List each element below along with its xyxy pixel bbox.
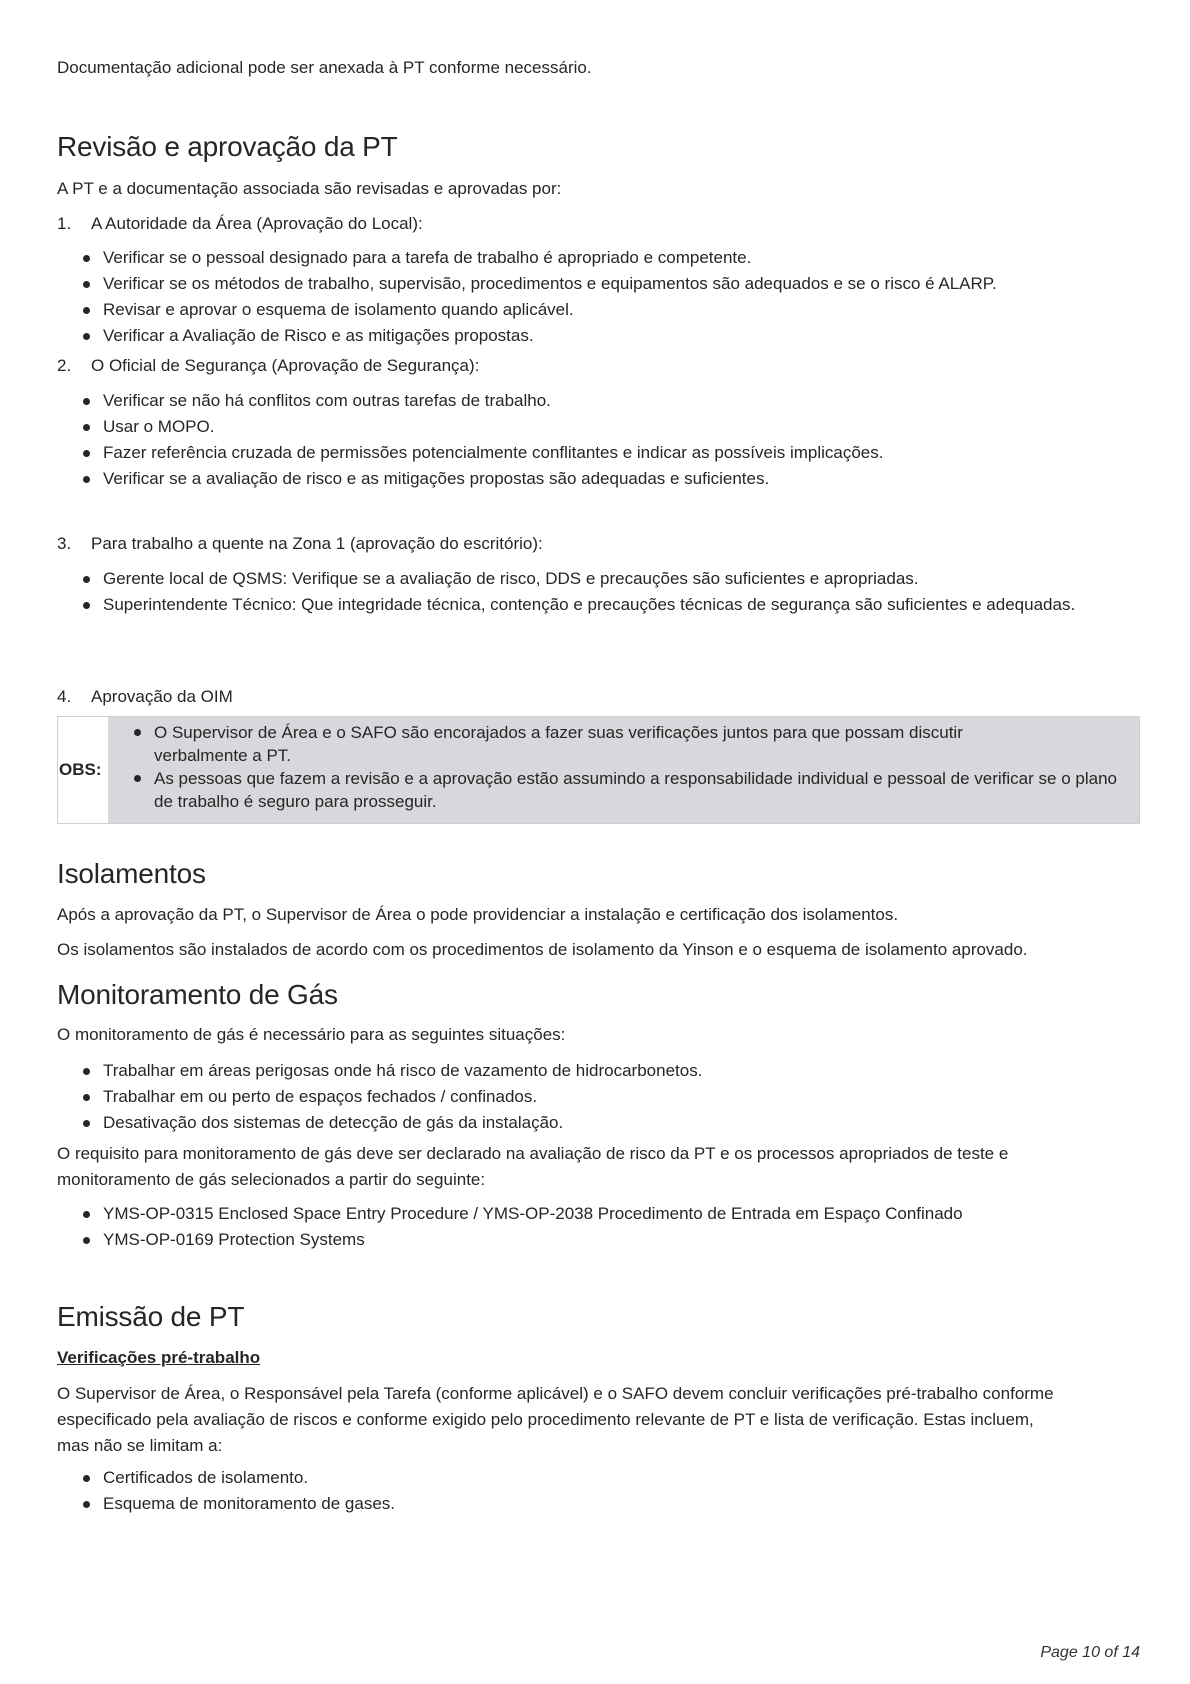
list-item: Verificar se o pessoal designado para a tarefa de trabalho é apropriado e competente. [83,245,1140,271]
list-item: Usar o MOPO. [83,414,1140,440]
isolation-paragraph-1: Após a aprovação da PT, o Supervisor de Área o pode providenciar a instalação e certificação dos isolamentos. [57,905,899,924]
review-item-2-bullets [57,388,1140,492]
isolation-heading: Isolamentos [57,858,206,889]
issue-heading: Emissão de PT [57,1301,245,1332]
review-item-4 [57,684,233,710]
obs-body [108,717,1139,823]
list-item: Verificar se não há conflitos com outras tarefas de trabalho. [83,388,1140,414]
list-item: Verificar se a avaliação de risco e as mitigações propostas são adequadas e suficientes. [83,466,1140,492]
obs-bullets [108,721,1129,813]
isolation-paragraph-2: Os isolamentos são instalados de acordo com os procedimentos de isolamento da Yinson e o esquema de isolamento aprovado. [57,940,1028,959]
intro-paragraph: Documentação adicional pode ser anexada à PT conforme necessário. [57,58,592,77]
list-item: Verificar se os métodos de trabalho, supervisão, procedimentos e equipamentos são adequados e se o risco é ALARP. [83,271,1140,297]
obs-note-box [57,716,1140,824]
item-number: 3. [57,534,72,553]
gas-paragraph-2: O requisito para monitoramento de gás deve ser declarado na avaliação de risco da PT e os processos apropriados de teste e monitoramento de gás selecionados a partir do seguinte: [57,1144,1009,1189]
list-item: Certificados de isolamento. [83,1465,1140,1491]
review-heading: Revisão e aprovação da PT [57,131,398,162]
list-item: As pessoas que fazem a revisão e a aprovação estão assumindo a responsabilidade individual e pessoal de verificar se o plano de trabalho é seguro para prosseguir. [134,767,1129,813]
review-item-3 [57,531,543,557]
list-item: Trabalhar em áreas perigosas onde há risco de vazamento de hidrocarbonetos. [83,1058,1140,1084]
review-item-1-bullets [57,245,1140,349]
item-label: A Autoridade da Área (Aprovação do Local): [91,214,423,233]
gas-bullets [57,1058,1140,1136]
list-item: Superintendente Técnico: Que integridade técnica, contenção e precauções técnicas de segurança são suficientes e adequadas. [83,592,1140,618]
issue-paragraph: O Supervisor de Área, o Responsável pela Tarefa (conforme aplicável) e o SAFO devem concluir verificações pré-trabalho conforme especificado pela avaliação de riscos e conforme exigido pelo procedimento relevante de PT e lista de verificação. Estas incluem, mas não se limitam a: [57,1384,1054,1455]
item-label: Aprovação da OIM [91,687,233,706]
item-number: 2. [57,356,72,375]
gas-lead: O monitoramento de gás é necessário para as seguintes situações: [57,1025,566,1044]
review-lead: A PT e a documentação associada são revisadas e aprovadas por: [57,179,562,198]
item-label: O Oficial de Segurança (Aprovação de Segurança): [91,356,480,375]
item-number: 1. [57,214,72,233]
pre-work-checks-subheading: Verificações pré-trabalho [57,1348,261,1367]
review-item-2 [57,353,479,379]
list-item: Fazer referência cruzada de permissões potencialmente conflitantes e indicar as possíveis implicações. [83,440,1140,466]
obs-label: OBS: [58,717,108,823]
list-item: O Supervisor de Área e o SAFO são encorajados a fazer suas verificações juntos para que possam discutir verbalmente a PT. [134,721,1129,767]
list-item: Esquema de monitoramento de gases. [83,1491,1140,1517]
page-number: Page 10 of 14 [1040,1644,1140,1661]
list-item: YMS-OP-0315 Enclosed Space Entry Procedure / YMS-OP-2038 Procedimento de Entrada em Espaço Confinado [83,1201,1140,1227]
issue-bullets [57,1465,1140,1517]
item-number: 4. [57,687,72,706]
gas-references [57,1201,1140,1253]
list-item: Gerente local de QSMS: Verifique se a avaliação de risco, DDS e precauções são suficientes e apropriadas. [83,566,1140,592]
list-item: Desativação dos sistemas de detecção de gás da instalação. [83,1110,1140,1136]
list-item: Trabalhar em ou perto de espaços fechados / confinados. [83,1084,1140,1110]
item-label: Para trabalho a quente na Zona 1 (aprovação do escritório): [91,534,543,553]
review-item-3-bullets [57,566,1140,618]
list-item: Revisar e aprovar o esquema de isolamento quando aplicável. [83,297,1140,323]
review-item-1 [57,211,423,237]
list-item: YMS-OP-0169 Protection Systems [83,1227,1140,1253]
list-item: Verificar a Avaliação de Risco e as mitigações propostas. [83,323,1140,349]
gas-heading: Monitoramento de Gás [57,979,338,1010]
